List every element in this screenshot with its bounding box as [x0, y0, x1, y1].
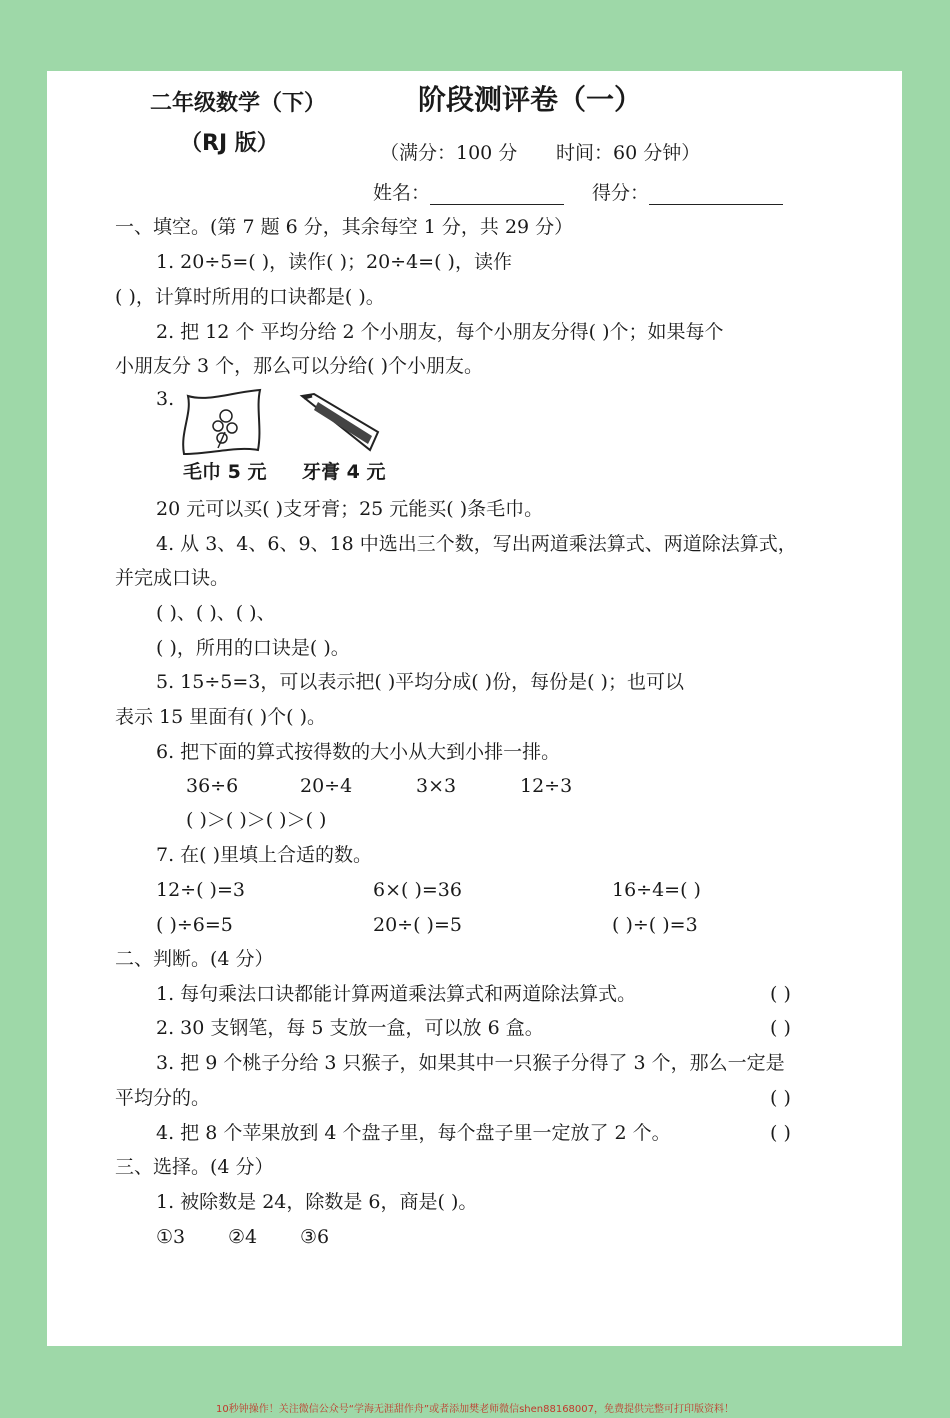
name-field[interactable] [373, 181, 564, 205]
q7-item-6: ( )÷( )=3 [612, 914, 698, 936]
q6-expr-4: 12÷3 [520, 775, 573, 797]
q4-line2: 并完成口诀。 [115, 567, 230, 589]
score-field[interactable] [592, 181, 783, 205]
q1-line1: 1. 20÷5=( )，读作( )；20÷4=( )，读作 [156, 251, 512, 273]
judge-q3-bracket[interactable]: ( ) [770, 1087, 791, 1109]
q7-item-3: 16÷4=( ) [612, 879, 701, 901]
q7-item-2: 6×( )=36 [373, 879, 462, 901]
judge-q3-line2: 平均分的。 [115, 1087, 211, 1109]
q3-number: 3. [156, 388, 175, 410]
toothpaste-label: 牙膏 4 元 [302, 461, 386, 483]
choice-q1: 1. 被除数是 24，除数是 6，商是( )。 [156, 1191, 478, 1213]
q3-text: 20 元可以买( )支牙膏；25 元能买( )条毛巾。 [156, 498, 544, 520]
q6-expr-3: 3×3 [416, 775, 457, 797]
q7-item-5: 20÷( )=5 [373, 914, 462, 936]
q7-item-1: 12÷( )=3 [156, 879, 245, 901]
score-blank[interactable] [649, 184, 783, 205]
section1-heading: 一、填空。(第 7 题 6 分，其余每空 1 分，共 29 分） [115, 216, 574, 238]
q6-compare: ( )＞( )＞( )＞( ) [186, 809, 327, 831]
judge-q4-bracket[interactable]: ( ) [770, 1122, 791, 1144]
page-title: 阶段测评卷（一） [418, 83, 643, 116]
q1-line2: ( )，计算时所用的口诀都是( )。 [115, 286, 385, 308]
section3-heading: 三、选择。(4 分） [115, 1156, 274, 1178]
edition-label: （RJ 版） [180, 131, 279, 156]
q7-text: 7. 在( )里填上合适的数。 [156, 844, 373, 866]
q2-line2: 小朋友分 3 个，那么可以分给( )个小朋友。 [115, 355, 484, 377]
toothpaste-illustration [298, 392, 382, 454]
choice-option-1[interactable]: ①3 [156, 1226, 186, 1248]
grade-label: 二年级数学（下） [150, 91, 327, 116]
judge-q3-line1: 3. 把 9 个桃子分给 3 只猴子，如果其中一只猴子分得了 3 个，那么一定是 [156, 1052, 785, 1074]
towel-illustration [178, 388, 264, 458]
q7-item-4: ( )÷6=5 [156, 914, 233, 936]
choice-option-3[interactable]: ③6 [300, 1226, 330, 1248]
section2-heading: 二、判断。(4 分） [115, 948, 274, 970]
q2-line1: 2. 把 12 个 平均分给 2 个小朋友，每个小朋友分得( )个；如果每个 [156, 321, 724, 343]
judge-q2-bracket[interactable]: ( ) [770, 1017, 791, 1039]
score-info: （满分：100 分 [380, 142, 518, 164]
q6-expr-2: 20÷4 [300, 775, 353, 797]
q4-line1: 4. 从 3、4、6、9、18 中选出三个数，写出两道乘法算式、两道除法算式， [156, 533, 797, 555]
judge-q1-bracket[interactable]: ( ) [770, 983, 791, 1005]
name-label: 姓名： [373, 182, 431, 204]
time-info: 时间：60 分钟） [556, 142, 701, 164]
q4-line4: ( )，所用的口诀是( )。 [156, 637, 350, 659]
judge-q4: 4. 把 8 个苹果放到 4 个盘子里，每个盘子里一定放了 2 个。 [156, 1122, 671, 1144]
q4-line3: ( )、( )、( )、 [156, 602, 276, 624]
footer-notice: 10秒钟操作！关注微信公众号“学海无涯甜作舟”或者添加樊老师微信shen88168007，免费提供完整可打印版资料！ [215, 1404, 735, 1415]
name-blank[interactable] [430, 184, 564, 205]
q6-text: 6. 把下面的算式按得数的大小从大到小排一排。 [156, 741, 561, 763]
q6-expr-1: 36÷6 [186, 775, 239, 797]
choice-option-2[interactable]: ②4 [228, 1226, 258, 1248]
score-label: 得分： [592, 182, 650, 204]
judge-q1: 1. 每句乘法口诀都能计算两道乘法算式和两道除法算式。 [156, 983, 637, 1005]
towel-label: 毛巾 5 元 [183, 461, 267, 483]
judge-q2: 2. 30 支钢笔，每 5 支放一盒，可以放 6 盒。 [156, 1017, 544, 1039]
q5-line2: 表示 15 里面有( )个( )。 [115, 706, 326, 728]
q5-line1: 5. 15÷5=3，可以表示把( )平均分成( )份，每份是( )；也可以 [156, 671, 684, 693]
